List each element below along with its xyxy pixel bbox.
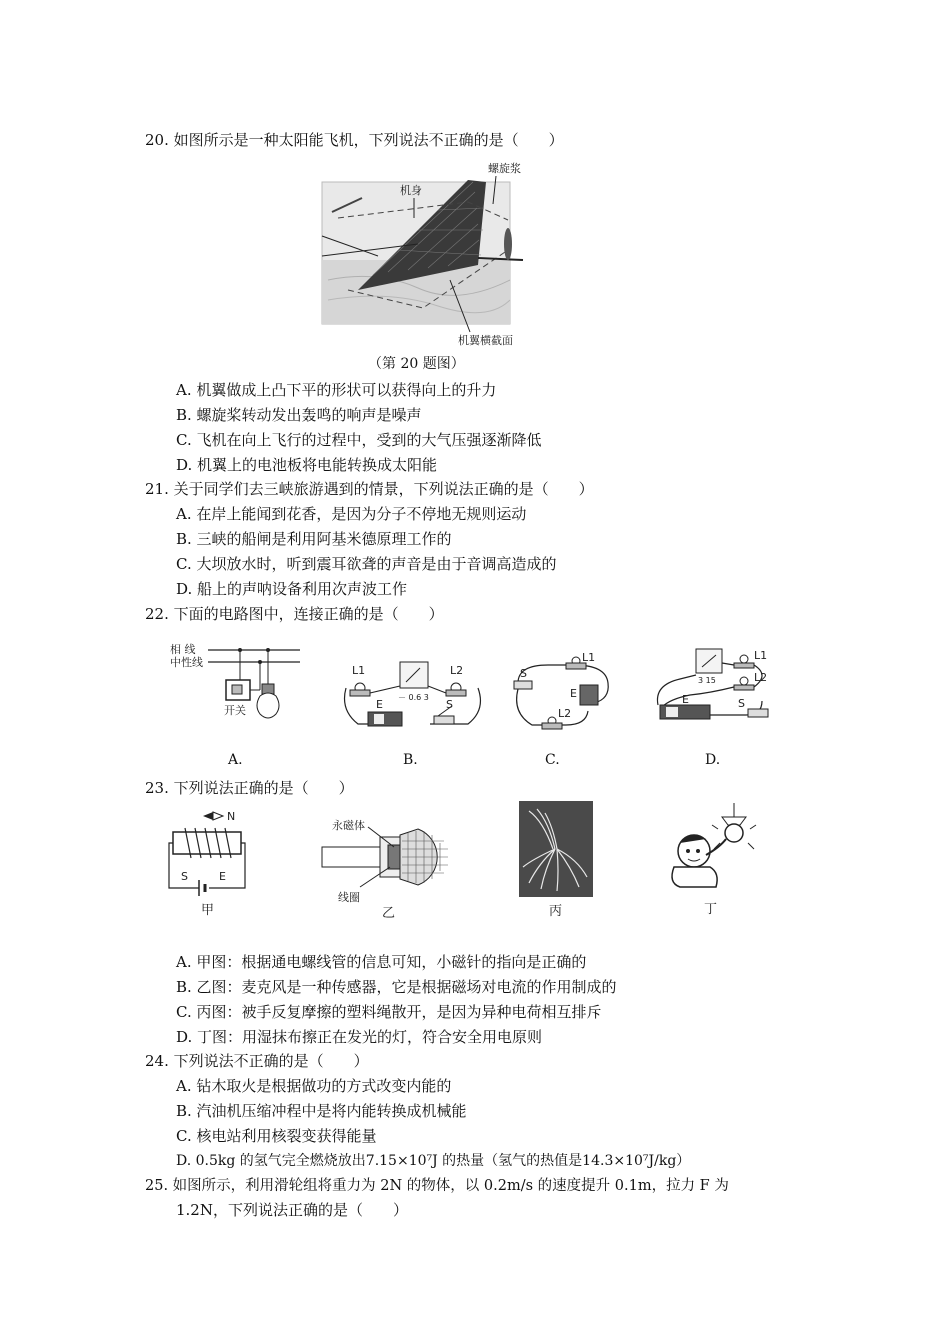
q20-option-c: C. 飞机在向上飞行的过程中，受到的大气压强逐渐降低 [176,431,542,449]
label-b-e: E [376,698,383,711]
q23-option-d: D. 丁图：用湿抹布擦正在发光的灯，符合安全用电原则 [176,1028,543,1046]
label-d-e: E [682,693,689,706]
label-wing-section: 机翼横截面 [458,334,513,347]
label-n: N [227,810,236,823]
caption-ding: 丁 [704,902,718,917]
q23-option-b: B. 乙图：麦克风是一种传感器，它是根据磁场对电流的作用制成的 [176,978,617,996]
q21-option-a: A. 在岸上能闻到花香，是因为分子不停地无规则运动 [176,505,527,523]
circuit-b-figure [338,650,488,740]
q25-stem-line2: 1.2N，下列说法正确的是（ ） [176,1201,408,1219]
label-b-scale: － 0.6 3 [398,693,429,702]
label-c-l2: L2 [558,707,572,720]
label-neutral-wire: 中性线 [170,656,203,669]
q20-option-d: D. 机翼上的电池板将电能转换成太阳能 [176,456,438,474]
label-live-wire: 相 线 [170,643,196,656]
label-s: S [181,870,188,883]
label-switch: 开关 [224,704,246,717]
wiping-lamp-figure [660,803,760,921]
label-e: E [219,870,226,883]
label-body: 机身 [400,184,422,197]
q21-option-d: D. 船上的声呐设备利用次声波工作 [176,580,408,598]
circuit-d-figure [650,645,780,730]
caption-yi: 乙 [382,906,396,921]
q20-figure-caption: （第 20 题图） [368,356,465,372]
q24-stem: 24. 下列说法不正确的是（ ） [145,1052,369,1070]
caption-jia: 甲 [201,903,215,918]
q22-stem: 22. 下面的电路图中，连接正确的是（ ） [145,605,444,623]
q23-stem: 23. 下列说法正确的是（ ） [145,779,354,797]
q25-stem-line1: 25. 如图所示，利用滑轮组将重力为 2N 的物体，以 0.2m/s 的速度提升 0.1m，拉力 F 为 [145,1178,729,1194]
q24-option-b: B. 汽油机压缩冲程中是将内能转换成机械能 [176,1102,467,1120]
label-propeller: 螺旋浆 [488,162,521,175]
q23-option-c: C. 丙图：被手反复摩擦的塑料绳散开，是因为异种电荷相互排斥 [176,1003,602,1021]
q20-stem: 20. 如图所示是一种太阳能飞机，下列说法不正确的是（ ） [145,131,564,149]
label-d-l1: L1 [754,649,768,662]
q24-option-a: A. 钻木取火是根据做功的方式改变内能的 [176,1077,452,1095]
q21-stem: 21. 关于同学们去三峡旅游遇到的情景，下列说法正确的是（ ） [145,480,594,498]
label-b-l1: L1 [352,664,366,677]
label-d-l2: L2 [754,671,768,684]
q21-option-c: C. 大坝放水时，听到震耳欲聋的声音是由于音调高造成的 [176,555,557,573]
label-c-e: E [570,687,577,700]
microphone-figure [318,815,468,923]
circuit-c-figure [508,653,618,738]
q22-label-d: D. [705,752,721,768]
label-b-s: S [446,698,453,711]
label-c-s: S [520,667,527,680]
label-d-scale: 3 15 [698,676,716,685]
solar-plane-figure [318,160,530,350]
q24-option-c: C. 核电站利用核裂变获得能量 [176,1127,377,1145]
label-coil: 线圈 [338,891,360,904]
q20-option-a: A. 机翼做成上凸下平的形状可以获得向上的升力 [176,381,497,399]
q23-option-a: A. 甲图：根据通电螺线管的信息可知，小磁针的指向是正确的 [176,953,587,971]
label-magnet: 永磁体 [332,819,365,832]
label-d-s: S [738,697,745,710]
q24-option-d: D. 0.5kg 的氢气完全燃烧放出7.15×10⁷J 的热量（氢气的热值是14.3×10⁷J/kg） [176,1153,691,1169]
q20-option-b: B. 螺旋桨转动发出轰鸣的响声是噪声 [176,406,422,424]
q22-label-b: B. [403,752,418,768]
q22-label-a: A. [228,752,243,768]
circuit-a-figure [168,640,308,735]
plastic-rope-figure [519,801,595,921]
label-b-l2: L2 [450,664,464,677]
label-c-l1: L1 [582,653,596,664]
q22-label-c: C. [545,752,560,768]
solenoid-figure [165,808,255,920]
caption-bing: 丙 [549,904,563,919]
q21-option-b: B. 三峡的船闸是利用阿基米德原理工作的 [176,530,452,548]
